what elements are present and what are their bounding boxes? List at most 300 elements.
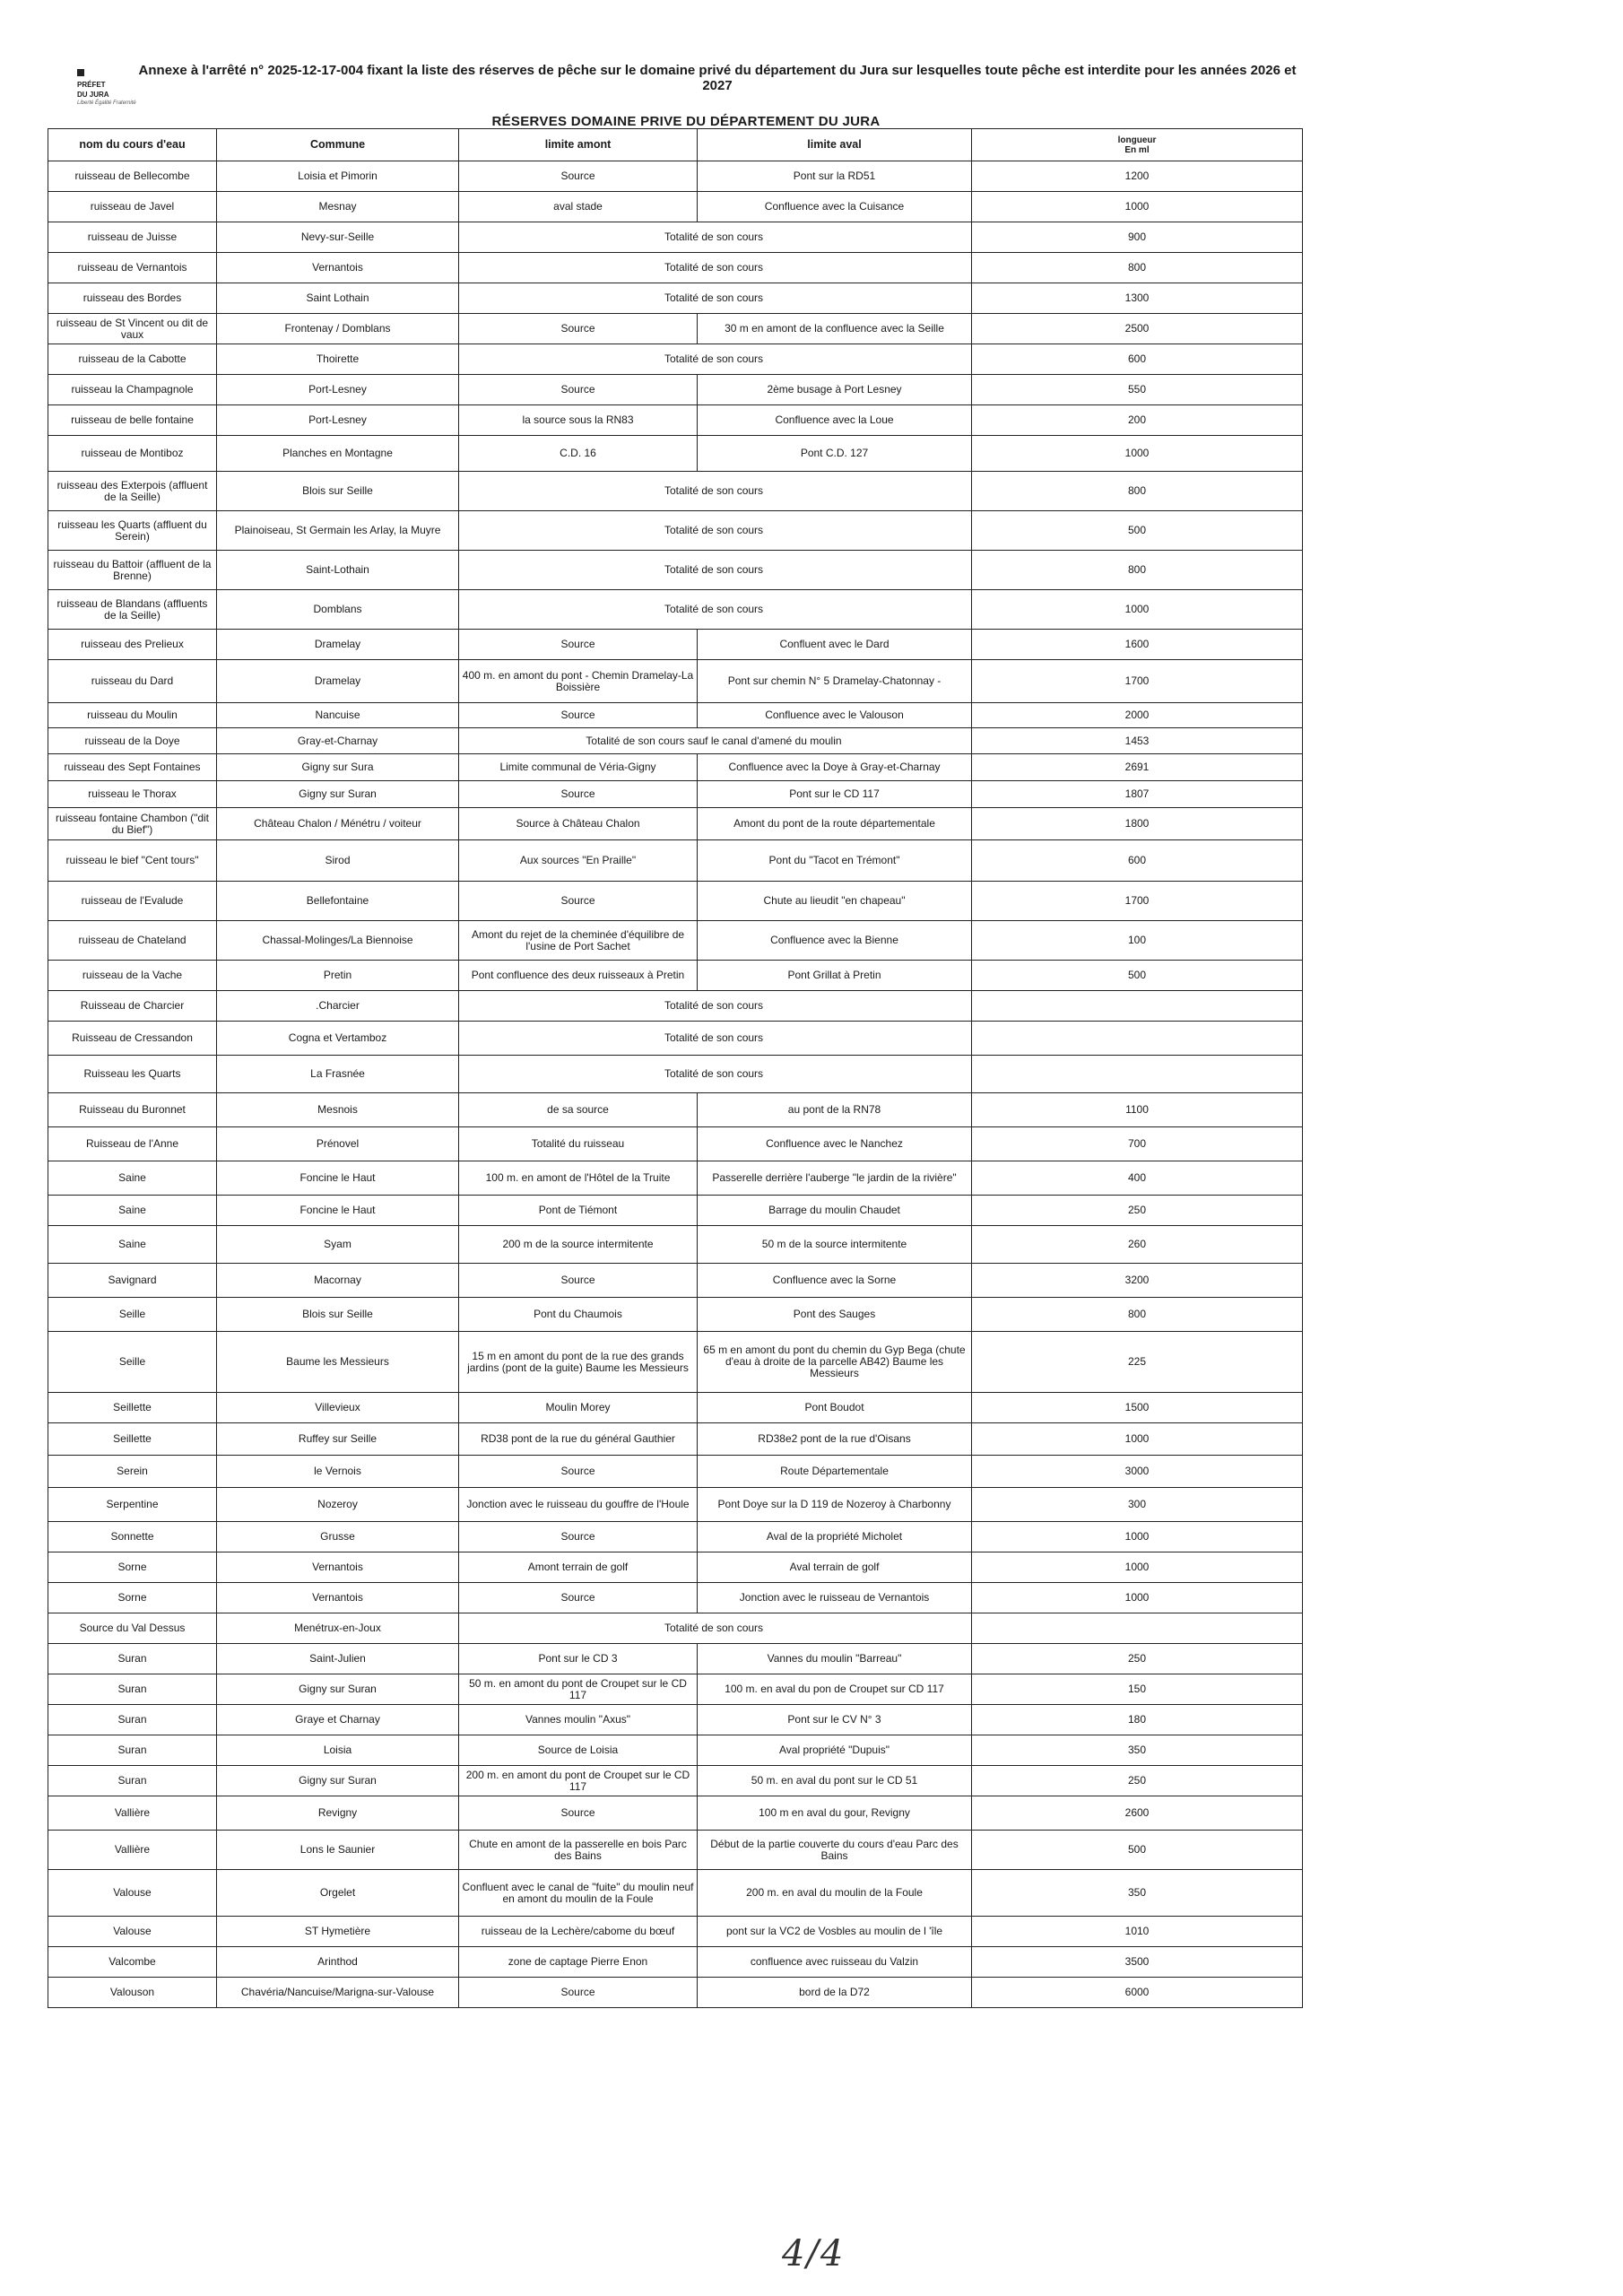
cell-commune: Plainoiseau, St Germain les Arlay, la Muyre <box>217 511 459 551</box>
cell-commune: Frontenay / Domblans <box>217 314 459 344</box>
table-row <box>48 1796 1303 1831</box>
cell-commune: Saint-Lothain <box>217 551 459 590</box>
cell-downstream: Confluence avec la Bienne <box>698 921 972 961</box>
cell-commune: Menétrux-en-Joux <box>217 1613 459 1644</box>
cell-upstream: Source <box>459 1456 698 1488</box>
cell-commune: Mesnay <box>217 192 459 222</box>
cell-commune: Gigny sur Sura <box>217 754 459 781</box>
cell-downstream: Pont sur le CV N° 3 <box>698 1705 972 1735</box>
table-row <box>48 222 1303 253</box>
cell-length: 225 <box>972 1332 1303 1393</box>
cell-upstream: 200 m de la source intermitente <box>459 1226 698 1264</box>
cell-commune: Nozeroy <box>217 1488 459 1522</box>
cell-length: 1000 <box>972 1552 1303 1583</box>
cell-upstream: Aux sources "En Praille" <box>459 840 698 882</box>
cell-name: Ruisseau de Charcier <box>48 991 217 1022</box>
cell-commune: Blois sur Seille <box>217 472 459 511</box>
cell-downstream: 50 m de la source intermitente <box>698 1226 972 1264</box>
cell-length: 1800 <box>972 808 1303 840</box>
cell-downstream: au pont de la RN78 <box>698 1093 972 1127</box>
cell-downstream: 100 m en aval du gour, Revigny <box>698 1796 972 1831</box>
cell-downstream: Aval terrain de golf <box>698 1552 972 1583</box>
cell-name: ruisseau de Juisse <box>48 222 217 253</box>
col-header-commune: Commune <box>217 129 459 161</box>
cell-downstream: Pont sur le CD 117 <box>698 781 972 808</box>
cell-upstream: RD38 pont de la rue du général Gauthier <box>459 1423 698 1456</box>
cell-upstream: 50 m. en amont du pont de Croupet sur le CD 117 <box>459 1674 698 1705</box>
cell-downstream: 200 m. en aval du moulin de la Foule <box>698 1870 972 1917</box>
cell-limits: Totalité de son cours <box>459 472 972 511</box>
cell-length <box>972 1056 1303 1093</box>
cell-upstream: Pont sur le CD 3 <box>459 1644 698 1674</box>
cell-length: 250 <box>972 1766 1303 1796</box>
cell-commune: Planches en Montagne <box>217 436 459 472</box>
cell-commune: Arinthod <box>217 1947 459 1978</box>
cell-downstream: Aval propriété "Dupuis" <box>698 1735 972 1766</box>
cell-upstream: 15 m en amont du pont de la rue des grands jardins (pont de la guite) Baume les Messieurs <box>459 1332 698 1393</box>
cell-downstream: Amont du pont de la route départementale <box>698 808 972 840</box>
cell-upstream: Source <box>459 882 698 921</box>
cell-length: 6000 <box>972 1978 1303 2008</box>
cell-name: ruisseau de la Cabotte <box>48 344 217 375</box>
logo-motto: Liberté Égalité Fraternité <box>77 100 136 106</box>
cell-commune: Port-Lesney <box>217 405 459 436</box>
cell-name: Suran <box>48 1644 217 1674</box>
cell-commune: Loisia et Pimorin <box>217 161 459 192</box>
col-header-length <box>972 129 1303 161</box>
cell-commune: Saint Lothain <box>217 283 459 314</box>
cell-downstream: 100 m. en aval du pon de Croupet sur CD 117 <box>698 1674 972 1705</box>
cell-downstream: Pont des Sauges <box>698 1298 972 1332</box>
cell-commune: ST Hymetière <box>217 1917 459 1947</box>
cell-commune: Lons le Saunier <box>217 1831 459 1870</box>
cell-length: 900 <box>972 222 1303 253</box>
cell-length: 1600 <box>972 630 1303 660</box>
cell-commune: Sirod <box>217 840 459 882</box>
cell-commune: Graye et Charnay <box>217 1705 459 1735</box>
cell-upstream: 200 m. en amont du pont de Croupet sur le CD 117 <box>459 1766 698 1796</box>
table-row <box>48 754 1303 781</box>
cell-length: 1000 <box>972 590 1303 630</box>
cell-upstream: Source <box>459 703 698 728</box>
cell-length: 3000 <box>972 1456 1303 1488</box>
cell-name: Sorne <box>48 1583 217 1613</box>
cell-length: 150 <box>972 1674 1303 1705</box>
cell-commune: Revigny <box>217 1796 459 1831</box>
col-header-length-label: longueur <box>1117 135 1157 145</box>
cell-length: 1300 <box>972 283 1303 314</box>
cell-commune: Ruffey sur Seille <box>217 1423 459 1456</box>
cell-limits: Totalité de son cours <box>459 991 972 1022</box>
cell-downstream: Aval de la propriété Micholet <box>698 1522 972 1552</box>
table-row <box>48 781 1303 808</box>
cell-limits: Totalité de son cours <box>459 590 972 630</box>
cell-name: ruisseau de Javel <box>48 192 217 222</box>
table-row <box>48 1978 1303 2008</box>
cell-upstream: Confluent avec le canal de "fuite" du moulin neuf en amont du moulin de la Foule <box>459 1870 698 1917</box>
cell-name: ruisseau des Prelieux <box>48 630 217 660</box>
cell-length: 200 <box>972 405 1303 436</box>
table-row <box>48 1161 1303 1196</box>
cell-name: Ruisseau de l'Anne <box>48 1127 217 1161</box>
cell-downstream: Barrage du moulin Chaudet <box>698 1196 972 1226</box>
cell-downstream: Confluence avec la Cuisance <box>698 192 972 222</box>
cell-name: Valouson <box>48 1978 217 2008</box>
cell-downstream: 65 m en amont du pont du chemin du Gyp Bega (chute d'eau à droite de la parcelle AB42) Baume les Messieurs <box>698 1332 972 1393</box>
cell-limits: Totalité de son cours <box>459 222 972 253</box>
table-row <box>48 1393 1303 1423</box>
table-row <box>48 1332 1303 1393</box>
cell-downstream: Pont C.D. 127 <box>698 436 972 472</box>
cell-upstream: Vannes moulin "Axus" <box>459 1705 698 1735</box>
cell-name: Savignard <box>48 1264 217 1298</box>
table-row <box>48 375 1303 405</box>
cell-upstream: Chute en amont de la passerelle en bois Parc des Bains <box>459 1831 698 1870</box>
table-row <box>48 314 1303 344</box>
table-row <box>48 1093 1303 1127</box>
cell-commune: le Vernois <box>217 1456 459 1488</box>
logo-line1: PRÉFET <box>77 81 106 89</box>
cell-commune: Chavéria/Nancuise/Marigna-sur-Valouse <box>217 1978 459 2008</box>
table-row <box>48 808 1303 840</box>
table-row <box>48 1127 1303 1161</box>
cell-downstream: Passerelle derrière l'auberge "le jardin de la rivière" <box>698 1161 972 1196</box>
cell-upstream: Pont de Tiémont <box>459 1196 698 1226</box>
cell-name: ruisseau de l'Evalude <box>48 882 217 921</box>
cell-downstream: Pont du "Tacot en Trémont" <box>698 840 972 882</box>
cell-commune: Foncine le Haut <box>217 1161 459 1196</box>
cell-upstream: Moulin Morey <box>459 1393 698 1423</box>
cell-limits: Totalité de son cours <box>459 283 972 314</box>
cell-upstream: Source <box>459 1583 698 1613</box>
table-row <box>48 1644 1303 1674</box>
cell-downstream: Jonction avec le ruisseau de Vernantois <box>698 1583 972 1613</box>
cell-upstream: Source <box>459 1264 698 1298</box>
cell-length: 250 <box>972 1644 1303 1674</box>
table-row <box>48 1423 1303 1456</box>
cell-limits: Totalité de son cours <box>459 551 972 590</box>
cell-length: 800 <box>972 472 1303 511</box>
cell-name: ruisseau du Moulin <box>48 703 217 728</box>
cell-name: Serein <box>48 1456 217 1488</box>
table-row <box>48 1552 1303 1583</box>
cell-length: 3200 <box>972 1264 1303 1298</box>
cell-length: 1100 <box>972 1093 1303 1127</box>
cell-length: 1807 <box>972 781 1303 808</box>
cell-downstream: Pont sur chemin N° 5 Dramelay-Chatonnay - <box>698 660 972 703</box>
cell-length: 250 <box>972 1196 1303 1226</box>
table-body <box>48 161 1303 2008</box>
cell-commune: Grusse <box>217 1522 459 1552</box>
cell-name: Serpentine <box>48 1488 217 1522</box>
cell-limits: Totalité de son cours <box>459 1613 972 1644</box>
cell-name: Sonnette <box>48 1522 217 1552</box>
cell-upstream: Source <box>459 1978 698 2008</box>
cell-limits: Totalité de son cours <box>459 344 972 375</box>
table-row <box>48 192 1303 222</box>
cell-name: Suran <box>48 1674 217 1705</box>
cell-length: 800 <box>972 551 1303 590</box>
cell-name: Ruisseau de Cressandon <box>48 1022 217 1056</box>
cell-name: ruisseau des Exterpois (affluent de la Seille) <box>48 472 217 511</box>
table-row <box>48 1056 1303 1093</box>
table-row <box>48 728 1303 754</box>
cell-length: 500 <box>972 961 1303 991</box>
cell-name: ruisseau de belle fontaine <box>48 405 217 436</box>
cell-upstream: Pont confluence des deux ruisseaux à Pretin <box>459 961 698 991</box>
cell-limits: Totalité de son cours sauf le canal d'amené du moulin <box>459 728 972 754</box>
cell-commune: Pretin <box>217 961 459 991</box>
cell-commune: Nevy-sur-Seille <box>217 222 459 253</box>
cell-commune: Bellefontaine <box>217 882 459 921</box>
cell-commune: Gigny sur Suran <box>217 781 459 808</box>
cell-name: Vallière <box>48 1831 217 1870</box>
cell-length <box>972 991 1303 1022</box>
cell-upstream: 100 m. en amont de l'Hôtel de la Truite <box>459 1161 698 1196</box>
cell-downstream: bord de la D72 <box>698 1978 972 2008</box>
cell-downstream: confluence avec ruisseau du Valzin <box>698 1947 972 1978</box>
cell-upstream: Amont du rejet de la cheminée d'équilibre de l'usine de Port Sachet <box>459 921 698 961</box>
cell-commune: Saint-Julien <box>217 1644 459 1674</box>
cell-downstream: Confluence avec le Valouson <box>698 703 972 728</box>
cell-commune: Mesnois <box>217 1093 459 1127</box>
cell-commune: Loisia <box>217 1735 459 1766</box>
cell-downstream: Pont Doye sur la D 119 de Nozeroy à Charbonny <box>698 1488 972 1522</box>
cell-length: 1500 <box>972 1393 1303 1423</box>
document-title: Annexe à l'arrêté n° 2025-12-17-004 fixant la liste des réserves de pêche sur le domaine privé du département du Jura sur lesquelles toute pêche est interdite pour les années 2026 et 2027 <box>138 63 1297 93</box>
cell-commune: Vernantois <box>217 1552 459 1583</box>
table-row <box>48 436 1303 472</box>
cell-name: Suran <box>48 1705 217 1735</box>
cell-name: Seille <box>48 1332 217 1393</box>
cell-name: Valouse <box>48 1870 217 1917</box>
cell-commune: .Charcier <box>217 991 459 1022</box>
cell-upstream: Source <box>459 161 698 192</box>
cell-commune: Prénovel <box>217 1127 459 1161</box>
cell-name: ruisseau de la Doye <box>48 728 217 754</box>
cell-upstream: Limite communal de Véria-Gigny <box>459 754 698 781</box>
table-row <box>48 1196 1303 1226</box>
cell-commune: Gigny sur Suran <box>217 1766 459 1796</box>
table-title: RÉSERVES DOMAINE PRIVE DU DÉPARTEMENT DU JURA <box>491 114 881 129</box>
cell-commune: Vernantois <box>217 253 459 283</box>
cell-upstream: ruisseau de la Lechère/cabome du bœuf <box>459 1917 698 1947</box>
table-row <box>48 283 1303 314</box>
cell-length <box>972 1022 1303 1056</box>
cell-length: 2691 <box>972 754 1303 781</box>
cell-length: 600 <box>972 344 1303 375</box>
cell-commune: Villevieux <box>217 1393 459 1423</box>
table-row <box>48 1022 1303 1056</box>
cell-upstream: 400 m. en amont du pont - Chemin Dramelay-La Boissière <box>459 660 698 703</box>
table-row <box>48 630 1303 660</box>
table-row <box>48 1613 1303 1644</box>
cell-length: 2500 <box>972 314 1303 344</box>
cell-downstream: Confluent avec le Dard <box>698 630 972 660</box>
cell-name: Ruisseau du Buronnet <box>48 1093 217 1127</box>
table-row <box>48 840 1303 882</box>
cell-length: 3500 <box>972 1947 1303 1978</box>
cell-upstream: C.D. 16 <box>459 436 698 472</box>
table-row <box>48 472 1303 511</box>
cell-downstream: Pont Boudot <box>698 1393 972 1423</box>
cell-length: 400 <box>972 1161 1303 1196</box>
cell-name: Source du Val Dessus <box>48 1613 217 1644</box>
cell-length: 700 <box>972 1127 1303 1161</box>
cell-length: 1010 <box>972 1917 1303 1947</box>
cell-upstream: Pont du Chaumois <box>459 1298 698 1332</box>
cell-upstream: Totalité du ruisseau <box>459 1127 698 1161</box>
cell-commune: Nancuise <box>217 703 459 728</box>
cell-name: Ruisseau les Quarts <box>48 1056 217 1093</box>
cell-upstream: zone de captage Pierre Enon <box>459 1947 698 1978</box>
cell-name: ruisseau de la Vache <box>48 961 217 991</box>
logo-line2: DU JURA <box>77 91 109 99</box>
cell-length: 800 <box>972 1298 1303 1332</box>
cell-commune: Baume les Messieurs <box>217 1332 459 1393</box>
cell-name: ruisseau du Battoir (affluent de la Brenne) <box>48 551 217 590</box>
cell-length: 1000 <box>972 192 1303 222</box>
cell-name: Seillette <box>48 1423 217 1456</box>
cell-commune: Thoirette <box>217 344 459 375</box>
cell-length: 1000 <box>972 1583 1303 1613</box>
cell-downstream: Confluence avec le Nanchez <box>698 1127 972 1161</box>
cell-commune: Port-Lesney <box>217 375 459 405</box>
cell-commune: Vernantois <box>217 1583 459 1613</box>
cell-upstream: Source <box>459 1522 698 1552</box>
cell-name: Vallière <box>48 1796 217 1831</box>
table-row <box>48 590 1303 630</box>
table-row <box>48 1766 1303 1796</box>
cell-upstream: Source <box>459 781 698 808</box>
table-row <box>48 660 1303 703</box>
cell-length <box>972 1613 1303 1644</box>
cell-downstream: Chute au lieudit "en chapeau" <box>698 882 972 921</box>
cell-name: Valouse <box>48 1917 217 1947</box>
cell-length: 1200 <box>972 161 1303 192</box>
cell-downstream: Vannes du moulin "Barreau" <box>698 1644 972 1674</box>
table-row <box>48 1264 1303 1298</box>
cell-name: ruisseau des Bordes <box>48 283 217 314</box>
cell-commune: Foncine le Haut <box>217 1196 459 1226</box>
cell-name: ruisseau le bief "Cent tours" <box>48 840 217 882</box>
cell-length: 800 <box>972 253 1303 283</box>
cell-name: Saine <box>48 1226 217 1264</box>
table-row <box>48 1831 1303 1870</box>
cell-length: 1453 <box>972 728 1303 754</box>
cell-name: ruisseau des Sept Fontaines <box>48 754 217 781</box>
table-row <box>48 1488 1303 1522</box>
cell-downstream: RD38e2 pont de la rue d'Oisans <box>698 1423 972 1456</box>
cell-name: ruisseau de Blandans (affluents de la Seille) <box>48 590 217 630</box>
cell-length: 2000 <box>972 703 1303 728</box>
cell-length: 180 <box>972 1705 1303 1735</box>
cell-name: ruisseau fontaine Chambon ("dit du Bief") <box>48 808 217 840</box>
table-row <box>48 961 1303 991</box>
cell-length: 1700 <box>972 660 1303 703</box>
table-row <box>48 1226 1303 1264</box>
cell-upstream: de sa source <box>459 1093 698 1127</box>
cell-downstream: Confluence avec la Loue <box>698 405 972 436</box>
cell-name: ruisseau les Quarts (affluent du Serein) <box>48 511 217 551</box>
table-row <box>48 253 1303 283</box>
cell-length: 2600 <box>972 1796 1303 1831</box>
cell-upstream: Source <box>459 375 698 405</box>
cell-commune: Macornay <box>217 1264 459 1298</box>
cell-upstream: la source sous la RN83 <box>459 405 698 436</box>
cell-downstream: Début de la partie couverte du cours d'eau Parc des Bains <box>698 1831 972 1870</box>
table-row <box>48 1735 1303 1766</box>
cell-name: Saine <box>48 1196 217 1226</box>
table-row <box>48 1917 1303 1947</box>
cell-commune: Dramelay <box>217 660 459 703</box>
cell-upstream: Source <box>459 1796 698 1831</box>
table-row <box>48 1522 1303 1552</box>
table-row <box>48 1674 1303 1705</box>
marianne-flag-icon <box>77 69 84 76</box>
table-row <box>48 1298 1303 1332</box>
cell-commune: Gigny sur Suran <box>217 1674 459 1705</box>
cell-length: 500 <box>972 1831 1303 1870</box>
cell-name: Saine <box>48 1161 217 1196</box>
cell-length: 1000 <box>972 1423 1303 1456</box>
cell-commune: Syam <box>217 1226 459 1264</box>
cell-upstream: Source <box>459 630 698 660</box>
cell-name: ruisseau de St Vincent ou dit de vaux <box>48 314 217 344</box>
cell-commune: Domblans <box>217 590 459 630</box>
cell-name: ruisseau de Vernantois <box>48 253 217 283</box>
table-row <box>48 882 1303 921</box>
cell-upstream: Source <box>459 314 698 344</box>
cell-commune: Château Chalon / Ménétru / voiteur <box>217 808 459 840</box>
cell-length: 500 <box>972 511 1303 551</box>
cell-name: ruisseau du Dard <box>48 660 217 703</box>
table-row <box>48 511 1303 551</box>
cell-length: 350 <box>972 1870 1303 1917</box>
table-row <box>48 703 1303 728</box>
cell-downstream: pont sur la VC2 de Vosbles au moulin de l 'île <box>698 1917 972 1947</box>
table-row <box>48 1870 1303 1917</box>
cell-limits: Totalité de son cours <box>459 1022 972 1056</box>
cell-name: ruisseau la Champagnole <box>48 375 217 405</box>
cell-length: 100 <box>972 921 1303 961</box>
col-header-downstream: limite aval <box>698 129 972 161</box>
cell-name: Seillette <box>48 1393 217 1423</box>
cell-upstream: Source à Château Chalon <box>459 808 698 840</box>
cell-length: 600 <box>972 840 1303 882</box>
page-number: 4/4 <box>782 2233 846 2274</box>
cell-name: ruisseau de Chateland <box>48 921 217 961</box>
cell-commune: Dramelay <box>217 630 459 660</box>
cell-length: 300 <box>972 1488 1303 1522</box>
cell-name: ruisseau de Montiboz <box>48 436 217 472</box>
cell-downstream: 30 m en amont de la confluence avec la Seille <box>698 314 972 344</box>
cell-downstream: Confluence avec la Sorne <box>698 1264 972 1298</box>
table-row <box>48 1705 1303 1735</box>
cell-commune: Chassal-Molinges/La Biennoise <box>217 921 459 961</box>
cell-downstream: Pont sur la RD51 <box>698 161 972 192</box>
table-row <box>48 405 1303 436</box>
cell-downstream: 50 m. en aval du pont sur le CD 51 <box>698 1766 972 1796</box>
cell-name: Sorne <box>48 1552 217 1583</box>
cell-commune: Blois sur Seille <box>217 1298 459 1332</box>
cell-name: ruisseau le Thorax <box>48 781 217 808</box>
cell-limits: Totalité de son cours <box>459 253 972 283</box>
col-header-length-unit: En ml <box>1124 144 1150 155</box>
cell-upstream: aval stade <box>459 192 698 222</box>
cell-upstream: Jonction avec le ruisseau du gouffre de l'Houle <box>459 1488 698 1522</box>
cell-length: 260 <box>972 1226 1303 1264</box>
